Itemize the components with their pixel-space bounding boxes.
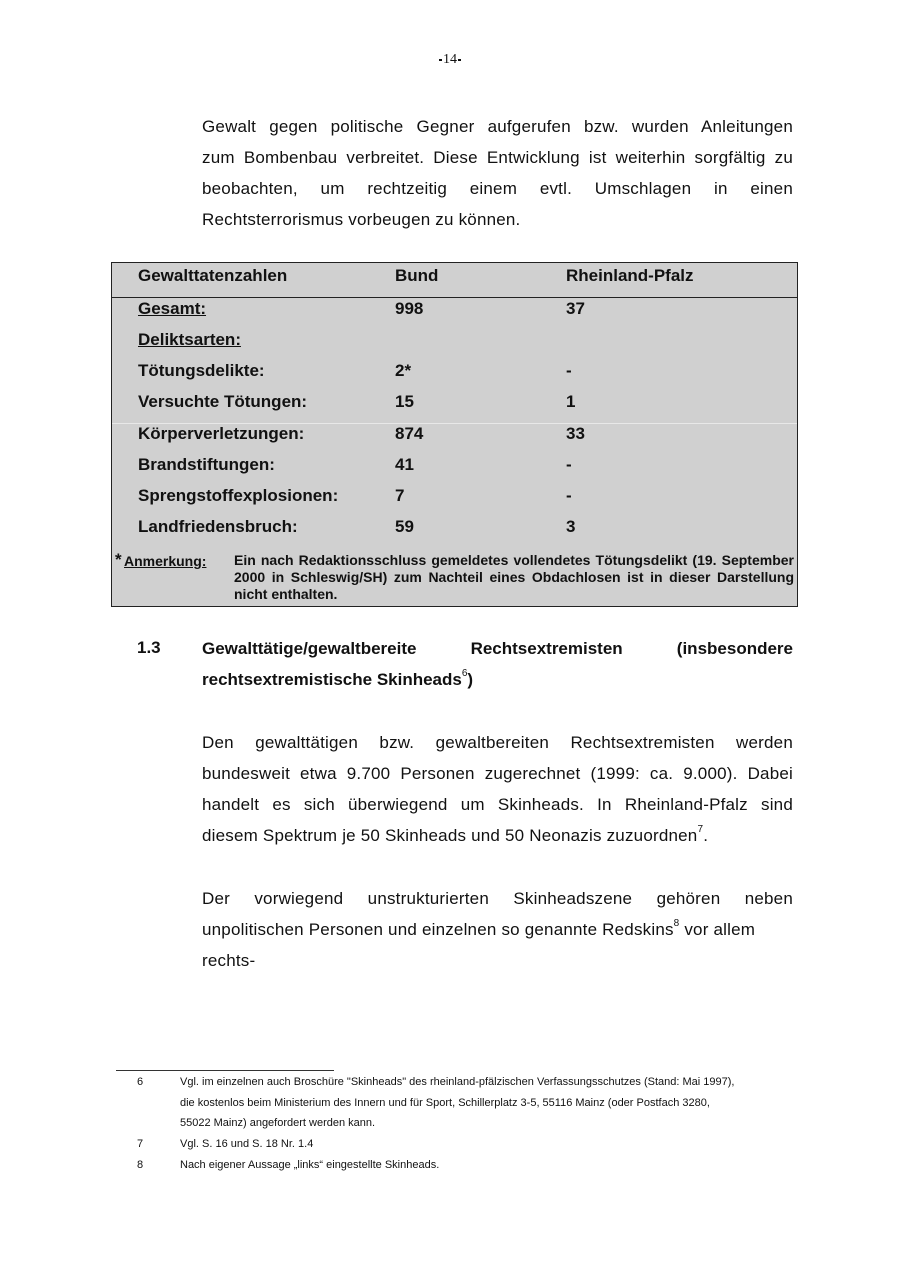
footnote-ref-6: 6	[461, 668, 468, 680]
row-rlp: -	[566, 486, 572, 505]
section-title-text: Gewalttätige/gewaltbereite Rechtsextremisten (insbesondere rechtsextremistische Skinheads	[202, 639, 793, 689]
row-total-label: Gesamt:	[138, 299, 207, 318]
row-label: Tötungsdelikte:	[138, 361, 265, 380]
paragraph-skinhead-scene	[202, 883, 793, 976]
footnote-ref-8: 8	[673, 918, 680, 930]
row-bund: 59	[395, 517, 414, 536]
para2-line-4-end: .	[703, 826, 709, 845]
footnote-line: die kostenlos beim Ministerium des Innern und für Sport, Schillerplatz 3-5, 55116 Mainz (oder Postfach 3280,	[180, 1096, 710, 1109]
para3-line-2a: unpolitischen Personen und einzelnen so genannte Redskins	[202, 920, 674, 939]
intro-line-3: beobachten, um rechtzeitig einem evtl. Umschlagen in einen	[202, 179, 793, 198]
para2-line-2: bundesweit etwa 9.700 Personen zugerechnet (1999: ca. 9.000). Dabei	[202, 764, 793, 783]
row-rlp: 3	[566, 517, 576, 536]
intro-line-2: zum Bombenbau verbreitet. Diese Entwicklung ist weiterhin sorgfältig zu	[202, 148, 793, 167]
footnote-6-text	[180, 1072, 795, 1134]
row-bund: 7	[395, 486, 405, 505]
header-bund: Bund	[395, 266, 439, 285]
intro-line-4: Rechtsterrorismus vorbeugen zu können.	[202, 210, 521, 229]
footnote-separator	[116, 1070, 334, 1071]
footnote-8-text: Nach eigener Aussage „links“ eingestellte Skinheads.	[180, 1159, 440, 1171]
page-number-dash-right	[458, 59, 461, 61]
para2-line-1: Den gewalttätigen bzw. gewaltbereiten Rechtsextremisten werden	[202, 733, 793, 752]
para3-line-1: Der vorwiegend unstrukturierten Skinheadszene gehören neben	[202, 889, 793, 908]
violence-statistics-table	[111, 262, 798, 607]
note-text: Ein nach Redaktionsschluss gemeldetes vollendetes Tötungsdelikt (19. September 2000 in Schleswig/SH) zum Nachteil eines Obdachlosen ist in dieser Darstellung nicht enthalten.	[234, 552, 794, 602]
paragraph-skinhead-numbers	[202, 727, 793, 851]
footnote-number: 8	[137, 1159, 144, 1171]
row-bund: 41	[395, 455, 414, 474]
row-rlp: -	[566, 455, 572, 474]
row-rlp: -	[566, 361, 572, 380]
footnote-line: Vgl. im einzelnen auch Broschüre "Skinheads" des rheinland-pfälzischen Verfassungsschutzes (Stand: Mai 1997),	[180, 1076, 735, 1088]
row-bund: 2*	[395, 361, 412, 380]
header-rheinland-pfalz: Rheinland-Pfalz	[566, 266, 694, 285]
para3-line-2	[202, 914, 793, 945]
row-rlp: 33	[566, 424, 585, 443]
para3-line-2b: vor allem	[679, 920, 756, 939]
footnote-line: 55022 Mainz) angefordert werden kann.	[180, 1117, 376, 1129]
category-heading: Deliktsarten:	[138, 330, 241, 349]
para3-line-3: rechts-	[202, 951, 256, 970]
footnote-number: 7	[137, 1138, 144, 1150]
intro-line-1: Gewalt gegen politische Gegner aufgerufen bzw. wurden Anleitungen	[202, 117, 793, 136]
row-label: Versuchte Tötungen:	[138, 392, 308, 411]
header-divider	[112, 297, 797, 298]
footnote-ref-7: 7	[697, 824, 704, 836]
para2-line-3: handelt es sich überwiegend um Skinheads. In Rheinland-Pfalz sind	[202, 795, 793, 814]
row-bund: 15	[395, 392, 414, 411]
page-number-dash-left	[439, 59, 442, 61]
header-gewalttatenzahlen: Gewalttatenzahlen	[138, 266, 288, 285]
note-asterisk: *	[115, 550, 122, 569]
row-label: Körperverletzungen:	[138, 424, 305, 443]
section-title	[202, 633, 793, 695]
section-number: 1.3	[137, 638, 161, 657]
row-label: Landfriedensbruch:	[138, 517, 298, 536]
footnote-number: 6	[137, 1076, 144, 1088]
page-number-value: 14	[443, 52, 457, 67]
para2-line-4	[202, 820, 793, 851]
section-title-close: )	[467, 670, 474, 689]
intro-paragraph	[202, 111, 793, 235]
para2-line-4-text: diesem Spektrum je 50 Skinheads und 50 Neonazis zuzuordnen	[202, 826, 698, 845]
para3-line-2-text	[202, 914, 755, 945]
row-bund: 874	[395, 424, 424, 443]
note-label: Anmerkung:	[124, 553, 207, 569]
row-total-rlp: 37	[566, 299, 585, 318]
row-rlp: 1	[566, 392, 576, 411]
page-number	[0, 52, 900, 68]
row-label: Sprengstoffexplosionen:	[138, 486, 339, 505]
footnote-7-text: Vgl. S. 16 und S. 18 Nr. 1.4	[180, 1138, 314, 1150]
row-label: Brandstiftungen:	[138, 455, 275, 474]
row-total-bund: 998	[395, 299, 424, 318]
